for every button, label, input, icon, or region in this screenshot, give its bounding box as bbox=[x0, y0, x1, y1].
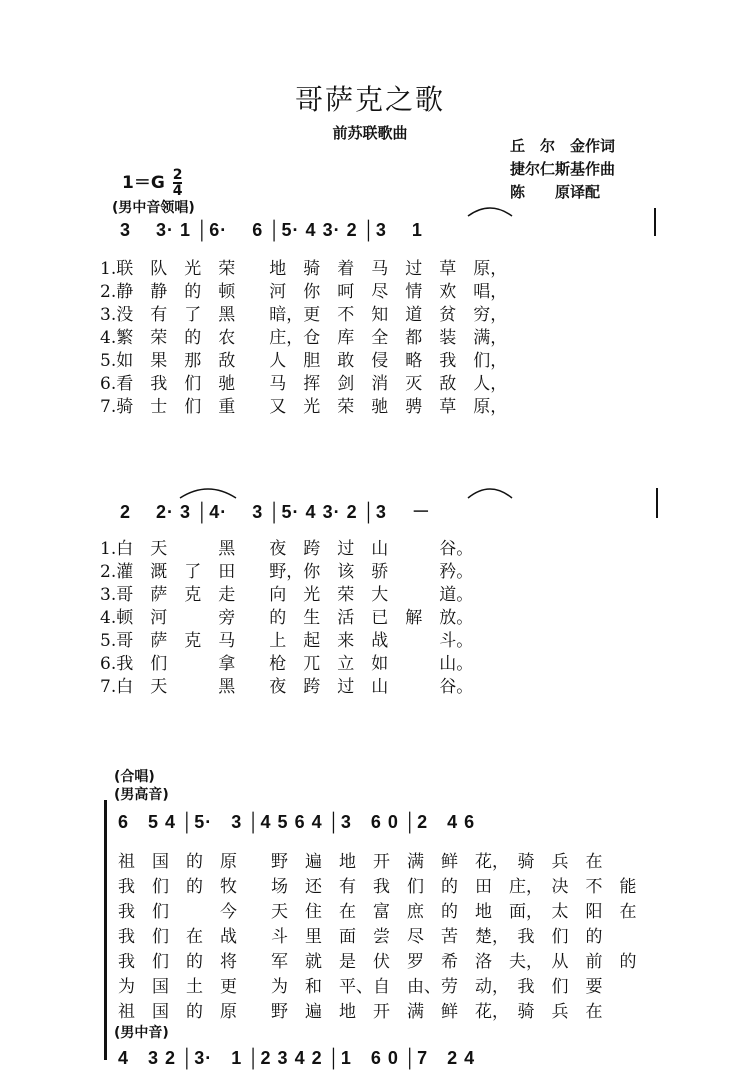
lyricist-credit: 丘 尔 金作词 bbox=[510, 137, 616, 155]
section2-lyric-verse4: 4.顿 河 旁 的 生 活 已 解 放。 bbox=[100, 608, 474, 628]
section2-lyric-verse3: 3.哥 萨 克 走 向 光 荣 大 道。 bbox=[100, 585, 474, 605]
section2-lyric-verse6: 6.我 们 拿 枪 兀 立 如 山。 bbox=[100, 654, 474, 674]
section1-lyric-verse4: 4.繁 荣 的 农 庄，仓 库 全 都 装 满， bbox=[100, 328, 508, 348]
section2-lyric-verse2: 2.灌 溉 了 田 野，你 该 骄 矜。 bbox=[100, 562, 474, 582]
section1-lyric-verse5: 5.如 果 那 敌 人 胆 敢 侵 略 我 们， bbox=[100, 351, 508, 371]
time-denominator: 4 bbox=[172, 183, 183, 199]
slur-mark bbox=[180, 489, 236, 498]
slur-mark bbox=[468, 208, 512, 216]
time-numerator: 2 bbox=[172, 167, 183, 183]
chorus-lyric-verse1: 祖 国 的 原 野 遍 地 开 满 鲜 花， 骑 兵 在 bbox=[118, 852, 603, 872]
page-title: 哥萨克之歌 bbox=[294, 83, 445, 116]
chorus-lyric-verse6: 为 国 土 更 为 和 平、自 由、劳 动， 我 们 要 bbox=[118, 977, 603, 997]
slur-mark bbox=[468, 489, 512, 498]
section2-lyric-verse5: 5.哥 萨 克 马 上 起 来 战 斗。 bbox=[100, 631, 474, 651]
section2-lyric-verse1: 1.白 天 黑 夜 跨 过 山 谷。 bbox=[100, 539, 474, 559]
section1-lyric-verse1: 1.联 队 光 荣 地 骑 着 马 过 草 原， bbox=[100, 259, 508, 279]
section1-notes: 3 3· 1 │6· 6 │5· 4 3· 2 │3 1 bbox=[120, 220, 423, 240]
section1-lyric-verse3: 3.没 有 了 黑 暗，更 不 知 道 贫 穷， bbox=[100, 305, 508, 325]
composer-credit: 捷尔仁斯基作曲 bbox=[510, 160, 616, 178]
chorus-lyric-verse3: 我 们 今 天 住 在 富 庶 的 地 面， 太 阳 在 bbox=[118, 902, 637, 922]
baritone-label: (男中音) bbox=[114, 1025, 169, 1041]
chorus-lyric-verse5: 我 们 的 将 军 就 是 伏 罗 希 洛 夫， 从 前 的 bbox=[118, 952, 637, 972]
key-label: 1＝G bbox=[122, 173, 165, 193]
section1-lyric-verse2: 2.静 静 的 顿 河 你 呵 尽 情 欢 唱， bbox=[100, 282, 508, 302]
section2-notes: 2 2· 3 │4· 3 │5· 4 3· 2 │3 － bbox=[120, 502, 431, 522]
song-subtitle: 前苏联歌曲 bbox=[332, 124, 408, 142]
section2-lyric-verse7: 7.白 天 黑 夜 跨 过 山 谷。 bbox=[100, 677, 474, 697]
chorus-lyric-verse4: 我 们 在 战 斗 里 面 尝 尽 苦 楚， 我 们 的 bbox=[118, 927, 603, 947]
tenor-label: (男高音) bbox=[114, 787, 169, 803]
tenor-notes: 6 5 4 │5· 3 │4 5 6 4 │3 6 0 │2 4 6 bbox=[118, 812, 476, 832]
section1-lyric-verse7: 7.骑 士 们 重 又 光 荣 驰 骋 草 原， bbox=[100, 397, 508, 417]
chorus-lyric-verse2: 我 们 的 牧 场 还 有 我 们 的 田 庄， 决 不 能 bbox=[118, 877, 637, 897]
baritone-notes: 4 3 2 │3· 1 │2 3 4 2 │1 6 0 │7 2 4 bbox=[118, 1048, 476, 1068]
section1-voice-label: (男中音领唱) bbox=[112, 200, 195, 216]
chorus-lyric-verse7: 祖 国 的 原 野 遍 地 开 满 鲜 花， 骑 兵 在 bbox=[118, 1002, 603, 1022]
section1-lyric-verse6: 6.看 我 们 驰 马 挥 剑 消 灭 敌 人， bbox=[100, 374, 508, 394]
translator-credit: 陈 原译配 bbox=[510, 183, 601, 201]
chorus-label: (合唱) bbox=[114, 769, 155, 785]
